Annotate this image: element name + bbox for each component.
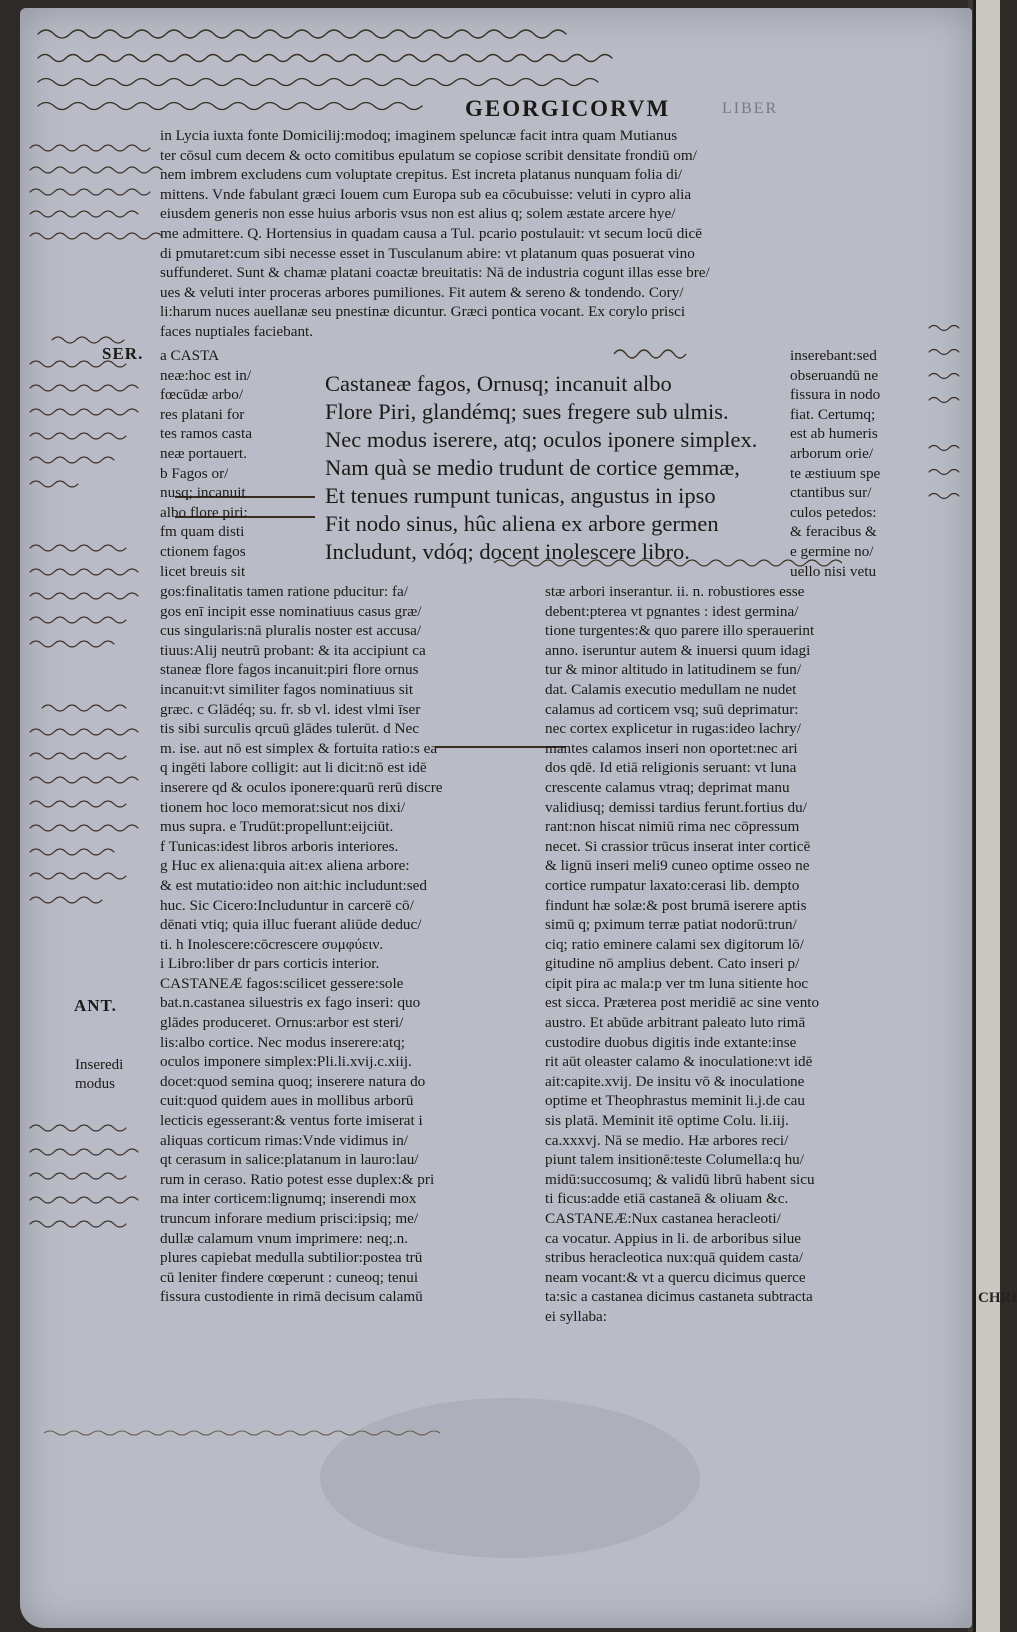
top-commentary [160, 126, 928, 342]
top-commentary-line: suffunderet. Sunt & chamæ platani coactæ breuitatis: Nā de industria cogunt illas esse bre/ [160, 264, 710, 282]
verse-text [325, 370, 825, 566]
top-commentary-line: me admittere. Q. Hortensius in quadam causa a Tul. pcario postulauit: vt secum locū dicē [160, 224, 702, 242]
side-note: Inseredi modus [75, 1057, 124, 1092]
top-commentary-line: li:harum nuces auellanæ seu pnestinæ dicuntur. Græci pontica vocant. Ex corylo prisci [160, 303, 686, 321]
verse-line: Nam quà se medio trudunt de cortice gemmæ, [325, 455, 740, 480]
adjacent-page-strip [973, 0, 1017, 1632]
top-commentary-line: nem imbrem excludens cum voluptate crepitus. Est increta platanus nunquam folia di/ [160, 166, 683, 184]
running-head: GEORGICORVM [465, 96, 671, 121]
verse-line: Et tenues rumpunt tunicas, angustus in ipso [325, 483, 716, 508]
top-commentary-line: di pmutaret:cum sibi necesse esset in Tusculanum abire: vt platanum quas posuerat vino [160, 244, 695, 262]
verse-line: Castaneæ fagos, Ornusq; incanuit albo [325, 371, 672, 396]
running-head-showthrough: LIBER [722, 100, 779, 117]
speaker-marker-ser: SER. [102, 344, 144, 363]
top-commentary-line: mittens. Vnde fabulant græci Iouem cum Europa sub ea cōcubuisse: veluti in cypro alia [160, 185, 692, 203]
top-commentary-line: ues & veluti inter proceras arbores pumiliones. Fit autem & sereno & tondendo. Cory/ [160, 283, 684, 301]
verse-line: Flore Piri, glandémq; sues fregere sub ulmis. [325, 399, 729, 424]
adjacent-page-marker: CHRI [978, 1290, 1017, 1306]
verse-line: Fit nodo sinus, hûc aliena ex arbore germen [325, 511, 719, 536]
speaker-marker-ant: ANT. [74, 996, 117, 1015]
handwritten-annotation-right [925, 308, 970, 548]
top-commentary-line: ter cōsul cum decem & octo comitibus epulatum se copiose scribit densitate frondiū om/ [160, 146, 697, 164]
commentary-left-column: gos:finalitatis tamen ratione pducitur: fa/ gos enī incipit esse nominatiuus casus græ/ cus singularis:nā pluralis noster est accusa/ tiuus:Alij neutrū probant: & ita accipiunt ca staneæ flore fagos incanuit:piri flore ornus incanuit:vt similiter fagos nominatiuus sit græc. c Glādéq; su. fr. sb vl. idest vlmi īser tis sibi surculis qrcuū glādes tulerūt. d Nec m. ise. aut nō est simplex & fortuita ratio:s ea q ingēti labore colligit: aut li dicit:nō est idē inserere qd & oculos iponere:quarū rerū discre tionem hoc loco memorat:sicut nos dixi/ mus supra. e Trudūt:propellunt:eijciūt. f Tunicas:idest libros arboris interiores. g Huc ex aliena:quia ait:ex aliena arbore: & est mutatio:ideo non ait:hic includunt:sed huc. Sic Cicero:Includuntur in carcerē cō/ dēnati vtiq; quia illuc fuerant aliūde deduc/ ti. h Inolescere:cōcrescere συμφύειν. i Libro:liber dr pars corticis interior. CASTANEÆ fagos:scilicet gessere:sole bat.n.castanea siluestris ex fago inseri: quo glādes produceret. Ornus:arbor est steri/ lis:albo cortice. Nec modus inserere:atq; oculos imponere simplex:Pli.li.xvij.c.xiij. docet:quod semina quoq; inserere natura do cuit:quod quidem aues in mollibus arborū lecticis egesserant:& ventus forte imiserat i aliquas corticum rimas:Vnde vidimus in/ qt cerasum in salice:platanum in lauro:lau/ rum in ceraso. Ratio potest esse duplex:& pri ma inter corticem:lignumq; inserendi mox truncum inforare medium prisci:ipsiq; me/ dullæ calamum vnum imprimere: neq;.n. plures capiebat medulla subtilior:postea trū cū leniter findere cœperunt : cuneoq; tenui fissura custodiente in rimā decisum calamū [160, 583, 443, 1306]
verse-line: Nec modus iserere, atq; oculos iponere simplex. [325, 427, 758, 452]
commentary-right-column: stæ arbori inserantur. ii. n. robustiores esse debent:pterea vt pgnantes : idest germina/ tione turgentes:& quo parere illo sperauerint anno. iseruntur autem & inuersi quum idagi tur & minor altitudo in latitudinem se fun/ dat. Calamis executio medullam ne nudet calamus ad corticem vsq; suū deprimatur: nec cortex explicetur in rugas:ideo lachry/ mantes calamos inseri non oportet:nec ari dos qdē. Id etiā religionis seruant: vt luna crescente calamus vtraq; deprimat manu validiusq; demissi tardius ferunt.fortius du/ rant:non hiscat nimiū rima nec cōpressum necet. Si crassior trūcus inserat inter corticē & lignū inseri meli9 cuneo optime osseo ne cortice rumpatur laxato:cerasi lib. dempto findunt hæ solæ:& post brumā iserere aptis simū q; pximum terræ patiat nodorū:trun/ ciq; ratio eminere calami sex digitorum lō/ gitudine nō amplius debent. Cato inseri p/ cipit pira ac mala:p ver tm luna sitiente hoc est sicca. Præterea post meridiē ac sine vento austro. Et abūde arbitrant paleato luto rimā custodire duobus digitis inde extante:inse rit aūt oleaster calamo & inoculatione:vt idē ait:capite.xvij. De insitu vō & inoculatione optime et Theophrastus meminit li.j.de cau sis platā. Meminit itē optime Colu. li.iij. ca.xxxvj. Nā se medio. Hæ arbores reci/ piunt talem insitionē:teste Columella:q hu/ midū:succosumq; & validū librū habent sicu ti ficus:adde etiā castaneā & oliuam &c. CASTANEÆ:Nux castanea heracleoti/ ca vocatur. Appius in li. de arboribus silue stribus heracleotica nux:quā quidem casta/ neam vocant:& vt a quercu dicimus querce ta:sic a castanea dicimus castaneta subtracta ei syllaba: [545, 583, 820, 1325]
top-commentary-line: in Lycia iuxta fonte Domicilij:modoq; imaginem speluncæ facit intra quam Mutianus [160, 127, 678, 144]
left-gloss: a CASTA neæ:hoc est in/ fœcūdæ arbo/ res platani for tes ramos casta neæ portauert. b Fagos or/ nusq; incanuit albo flore piri: fm quam disti ctionem fagos licet breuis sit [160, 347, 252, 580]
handwritten-annotation-bottom [40, 1413, 460, 1453]
handwritten-annotation-verse-head [610, 338, 710, 368]
top-commentary-line: faces nuptiales faciebant. [160, 322, 314, 340]
verse-line: Includunt, vdóq; docent inolescere libro. [325, 539, 690, 564]
top-commentary-line: eiusdem generis non esse huius arboris vsus non est alius q; solem æstate arcere hye/ [160, 205, 676, 223]
book-page [20, 8, 972, 1628]
right-gloss: inserebant:sed obseruandū ne fissura in nodo fiat. Certumq; est ab humeris arborum orie/ te æstiuum spe ctantibus sur/ culos petedos: & feracibus & e germine no/ uello nisi vetu [790, 347, 881, 580]
